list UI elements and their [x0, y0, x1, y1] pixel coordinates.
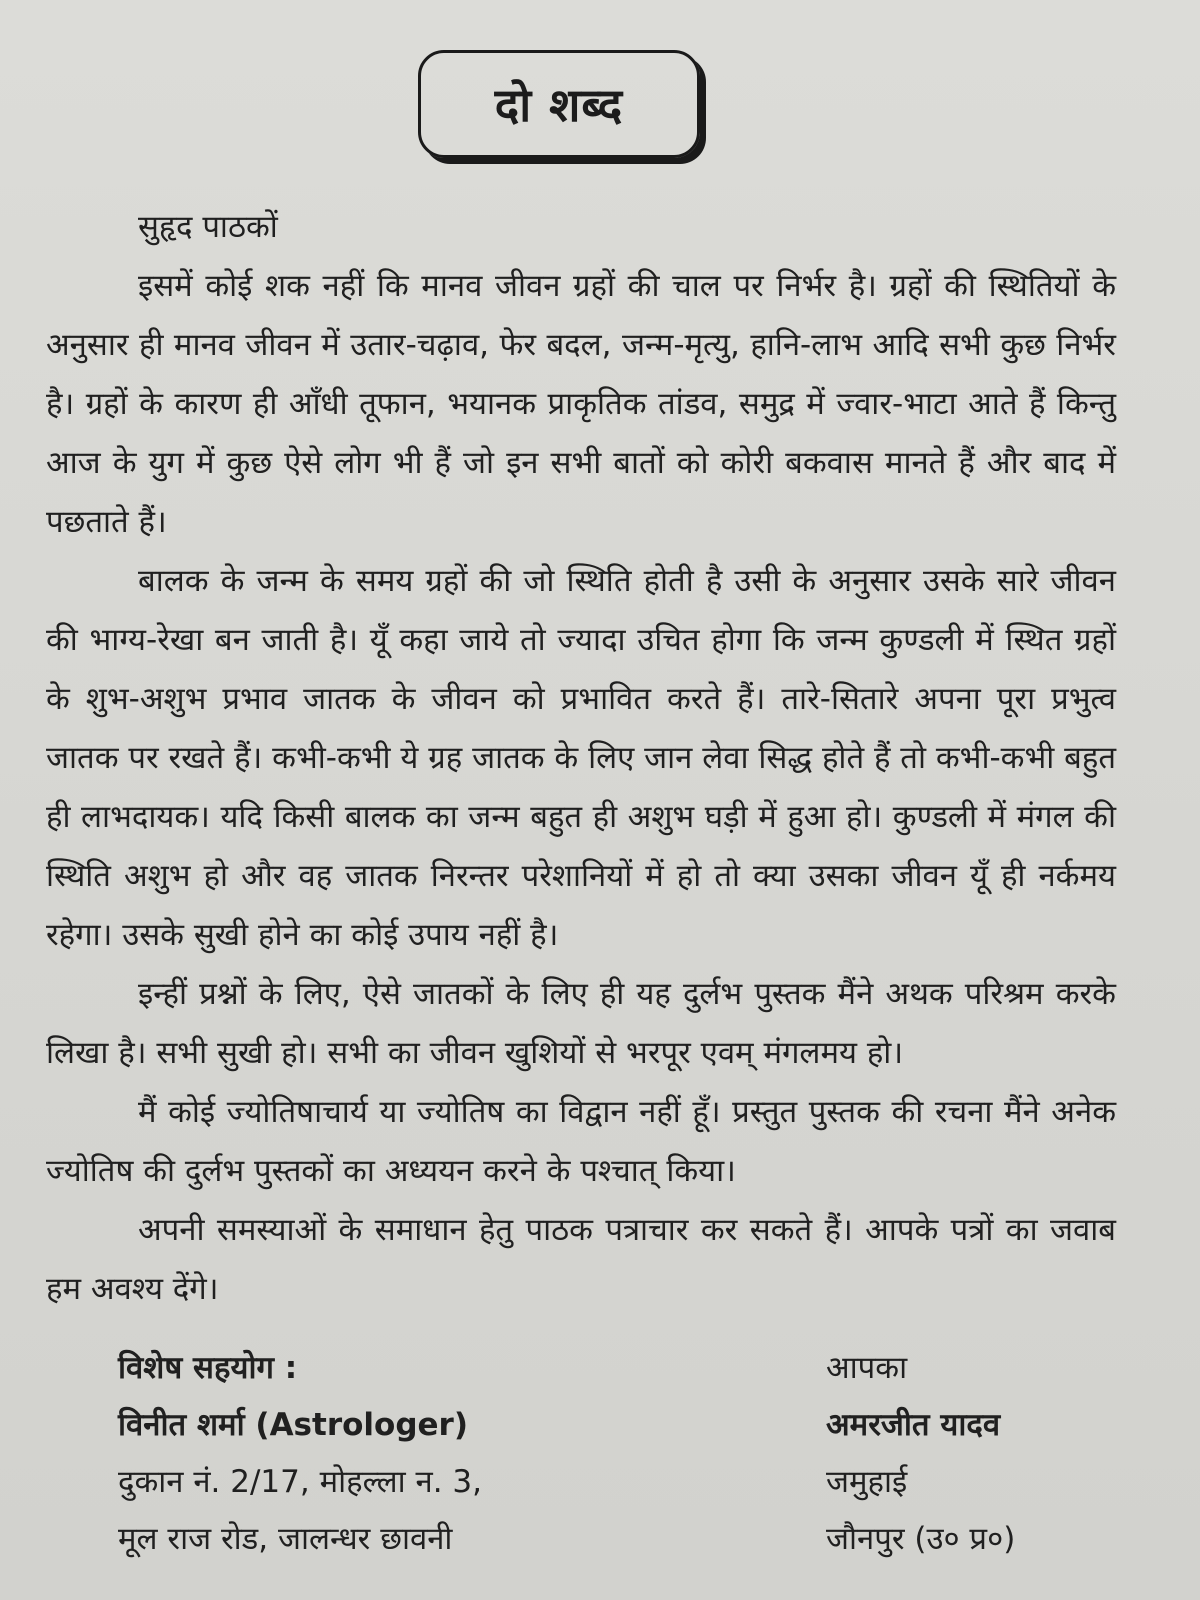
paragraph-3: इन्हीं प्रश्नों के लिए, ऐसे जातकों के लिए ही यह दुर्लभ पुस्तक मैंने अथक परिश्रम करके लिखा है। सभी सुखी हो। सभी का जीवन खुशियों से भरपूर एवम् मंगलमय हो।: [46, 976, 1116, 1071]
signature-row-4: [118, 1509, 1118, 1566]
heading-box: [418, 50, 700, 158]
yours-label: आपका: [826, 1349, 908, 1386]
page-title: दो शब्द: [494, 78, 624, 132]
author-name: अमरजीत यादव: [826, 1406, 1001, 1443]
signature-row-2: [118, 1395, 1118, 1452]
collaborator-address-line-2: मूल राज रोड, जालन्धर छावनी: [118, 1520, 453, 1557]
author-place-line-2: जौनपुर (उ० प्र०): [826, 1520, 1016, 1557]
paragraph-4: मैं कोई ज्योतिषाचार्य या ज्योतिष का विद्वान नहीं हूँ। प्रस्तुत पुस्तक की रचना मैंने अनेक ज्योतिष की दुर्लभ पुस्तकों का अध्ययन करने के पश्चात् किया।: [46, 1094, 1116, 1189]
collaborator-name: विनीत शर्मा (Astrologer): [118, 1406, 469, 1443]
salutation: सुहृद पाठकों: [138, 209, 278, 245]
preface-body: [46, 198, 1116, 1319]
signature-row-1: [118, 1338, 1118, 1395]
collaborator-address-line-1: दुकान नं. 2/17, मोहल्ला न. 3,: [118, 1463, 482, 1500]
signature-block: [118, 1338, 1118, 1566]
author-place-line-1: जमुहाई: [826, 1463, 908, 1500]
paragraph-2: बालक के जन्म के समय ग्रहों की जो स्थिति होती है उसी के अनुसार उसके सारे जीवन की भाग्य-रेखा बन जाती है। यूँ कहा जाये तो ज्यादा उचित होगा कि जन्म कुण्डली में स्थित ग्रहों के शुभ-अशुभ प्रभाव जातक के जीवन को प्रभावित करते हैं। तारे-सितारे अपना पूरा प्रभुत्व जातक पर रखते हैं। कभी-कभी ये ग्रह जातक के लिए जान लेवा सिद्ध होते हैं तो कभी-कभी बहुत ही लाभदायक। यदि किसी बालक का जन्म बहुत ही अशुभ घड़ी में हुआ हो। कुण्डली में मंगल की स्थिति अशुभ हो और वह जातक निरन्तर परेशानियों में हो तो क्या उसका जीवन यूँ ही नर्कमय रहेगा। उसके सुखी होने का कोई उपाय नहीं है।: [46, 563, 1116, 953]
paragraph-1: इसमें कोई शक नहीं कि मानव जीवन ग्रहों की चाल पर निर्भर है। ग्रहों की स्थितियों के अनुसार ही मानव जीवन में उतार-चढ़ाव, फेर बदल, जन्म-मृत्यु, हानि-लाभ आदि सभी कुछ निर्भर है। ग्रहों के कारण ही आँधी तूफान, भयानक प्राकृतिक तांडव, समुद्र में ज्वार-भाटा आते हैं किन्तु आज के युग में कुछ ऐसे लोग भी हैं जो इन सभी बातों को कोरी बकवास मानते हैं और बाद में पछताते हैं।: [46, 268, 1116, 540]
signature-row-3: [118, 1452, 1118, 1509]
paragraph-5: अपनी समस्याओं के समाधान हेतु पाठक पत्राचार कर सकते हैं। आपके पत्रों का जवाब हम अवश्य देंगे।: [46, 1212, 1116, 1307]
special-cooperation-label: विशेष सहयोग :: [118, 1349, 298, 1386]
